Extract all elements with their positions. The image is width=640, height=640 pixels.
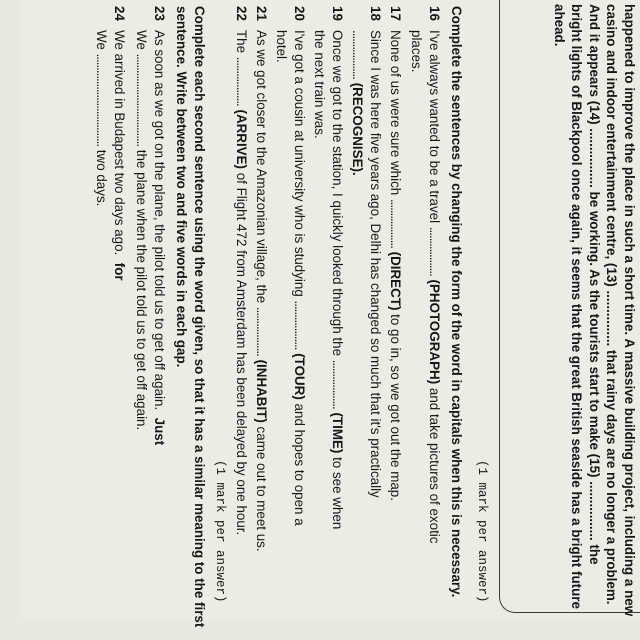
item-line: [133, 30, 151, 610]
item-text: of Flight 472 from Amsterdam has been delayed by one hour.: [234, 169, 249, 536]
item-line: [366, 30, 384, 610]
item-number: 18: [368, 6, 383, 21]
item-number: 24: [112, 6, 127, 21]
item-text: places.: [409, 30, 425, 73]
reading-passage: [550, 4, 638, 617]
answer-gap[interactable]: ..................: [427, 226, 442, 276]
answer-gap[interactable]: ..................: [234, 56, 249, 106]
item-line: [311, 30, 329, 610]
item-text: and take pictures of exotic: [427, 384, 442, 544]
passage-line: ahead.: [551, 4, 567, 47]
item-text: to see when: [330, 453, 345, 530]
item-number: 19: [330, 6, 345, 21]
item-text: Since I was here five years ago, Delhi has changed so much that it's practically: [368, 30, 383, 498]
item-line: [252, 30, 270, 610]
item-text: As we got closer to the Amazonian village, the: [254, 30, 269, 307]
base-word: (INHABIT): [254, 355, 269, 423]
base-word: (ARRIVE): [234, 105, 249, 169]
instruction-line: sentence. Write between two and five words in each gap.: [174, 6, 190, 368]
item-line: [349, 30, 367, 610]
base-word: (PHOTOGRAPH): [427, 275, 442, 385]
item-text: came out to meet us.: [254, 422, 269, 552]
item-line: [273, 30, 291, 610]
answer-gap[interactable]: ..................: [330, 359, 345, 409]
item-text: We: [94, 30, 110, 54]
item-text: hotel.: [274, 30, 290, 63]
item-number: 20: [292, 6, 307, 21]
item-line: [408, 30, 426, 610]
mark-note: (1 mark per answer): [475, 460, 489, 603]
item-text: the next train was.: [312, 30, 328, 139]
item-text: Once we got to the station, I quickly looked through the: [330, 30, 345, 360]
item-number: 22: [234, 6, 249, 21]
base-word: (TIME): [330, 408, 345, 454]
item-text: None of us were sure which: [388, 30, 403, 199]
item-line: [93, 30, 111, 610]
item-number: 23: [152, 6, 167, 21]
item-line: [232, 30, 250, 610]
base-word: (RECOGNISE).: [350, 78, 366, 176]
mark-note: (1 mark per answer): [213, 460, 227, 603]
key-word: Just: [152, 417, 167, 446]
item-text: The: [234, 30, 249, 57]
item-line: [290, 30, 308, 610]
answer-gap[interactable]: ..................................: [134, 53, 150, 147]
passage-line: bright lights of Blackpool once again, it seems that the great British seaside has a bright future: [569, 4, 585, 609]
answer-gap[interactable]: ..................: [292, 300, 307, 350]
passage-line: And it appears (14) ................ be working. As the tourists start to make (15) ................ the: [586, 4, 602, 565]
answer-gap[interactable]: ..................................: [94, 53, 110, 147]
item-line: [328, 30, 346, 610]
key-word: for: [112, 262, 127, 281]
item-line: [386, 30, 404, 610]
section2-instruction: [173, 6, 208, 628]
passage-line: happened to improve the place in such a short time. A massive building project, including a new: [622, 4, 637, 617]
item-number: 16: [427, 6, 442, 21]
item-line: [425, 30, 443, 610]
base-word: (DIRECT): [388, 247, 403, 311]
base-word: (TOUR): [292, 349, 307, 400]
item-text: to go in, so we got out the map.: [388, 310, 403, 501]
item-text: and hopes to open a: [292, 399, 307, 526]
worksheet-page: [20, 0, 640, 628]
item-line: [110, 30, 128, 610]
answer-gap[interactable]: ..................: [388, 198, 403, 248]
first-sentence: As soon as we got on the plane, the pilot told us to get off again.: [152, 30, 167, 411]
item-text: We: [134, 30, 150, 54]
answer-gap[interactable]: ..................: [254, 306, 269, 356]
item-line: [150, 30, 168, 610]
section1-instruction: Complete the sentences by changing the form of the word in capitals when this is necessary.: [449, 6, 464, 598]
instruction-line: Complete each second sentence using the word given, so that it has a similar meaning to the first: [192, 6, 207, 628]
passage-line: casino and indoor entertainment centre, (13) ............... that rainy days are no longer a problem.: [604, 4, 620, 605]
first-sentence: We arrived in Budapest two days ago.: [112, 30, 127, 256]
item-text: the plane when the pilot told us to get off again.: [134, 146, 150, 431]
item-text: I've got a cousin at university who is studying: [292, 30, 307, 301]
item-text: I've always wanted to be a travel: [427, 30, 442, 227]
item-number: 17: [388, 6, 403, 21]
answer-gap[interactable]: ..................: [350, 30, 366, 79]
item-number: 21: [254, 6, 269, 21]
item-text: two days.: [94, 146, 110, 207]
